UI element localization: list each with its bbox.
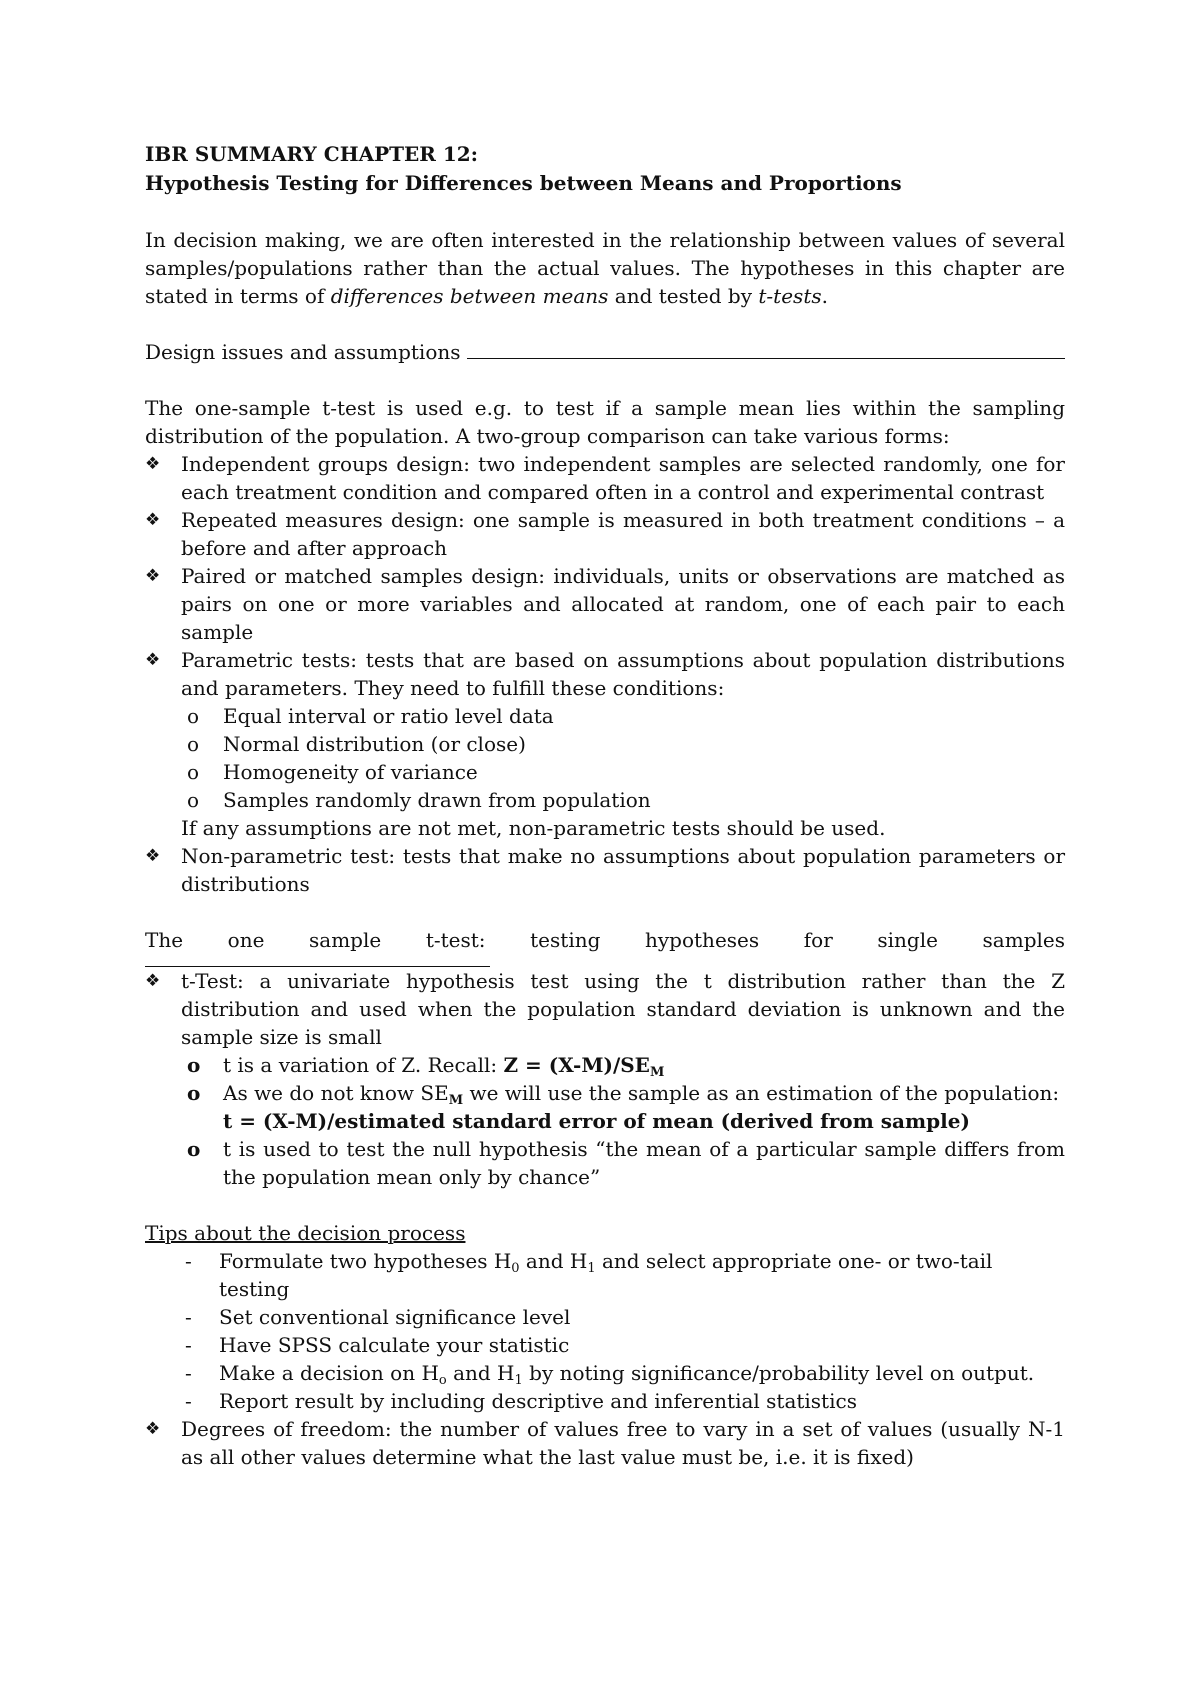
z-formula <box>503 1053 665 1080</box>
list-item <box>145 1387 1065 1415</box>
bullet-text: Paired or matched samples design: individuals, units or observations are matched as pairs on one or more variables and allocated at random, one of each pair to each sample <box>181 564 1065 644</box>
list-item <box>145 1331 1065 1359</box>
dash-bullet-icon: - <box>185 1389 192 1413</box>
diamond-bullet-icon: ❖ <box>145 971 161 991</box>
list-item <box>181 730 1065 758</box>
parametric-text: Parametric tests: tests that are based on assumptions about population distributions and parameters. They need to fulfill these conditions: <box>181 648 1065 700</box>
subscript: 1 <box>587 1261 596 1276</box>
diamond-bullet-icon: ❖ <box>145 650 161 670</box>
dash-bullet-icon: - <box>185 1361 192 1385</box>
sub1-text: t is a variation of Z. Recall: <box>223 1053 504 1077</box>
list-item <box>181 758 1065 786</box>
z-formula-subscript: M <box>649 1065 665 1080</box>
one-sample-heading: The one sample t-test: testing hypotheses for single samples <box>145 928 1065 952</box>
subscript: 1 <box>514 1373 523 1388</box>
tip-text: and H <box>519 1249 588 1273</box>
dash-bullet-icon: - <box>185 1333 192 1357</box>
condition-text: Homogeneity of variance <box>223 760 478 784</box>
dash-bullet-icon: - <box>185 1249 192 1273</box>
bold-circle-bullet-icon: o <box>187 1053 201 1077</box>
bullet-text: Independent groups design: two independent samples are selected randomly, one for each treatment condition and compared often in a control and experimental contrast <box>181 452 1065 504</box>
tip-text: by noting significance/probability level on output. <box>522 1361 1035 1385</box>
intro-text-b: and tested by <box>608 284 759 308</box>
diamond-bullet-icon: ❖ <box>145 454 161 474</box>
tip-text: Report result by including descriptive and inferential statistics <box>219 1389 857 1413</box>
design-heading-text: Design issues and assumptions <box>145 340 461 364</box>
list-item <box>181 1051 1065 1079</box>
list-item <box>181 1135 1065 1191</box>
list-item <box>181 1079 1065 1135</box>
circle-bullet-icon: o <box>187 788 200 812</box>
ttest-text: t-Test: a univariate hypothesis test using the t distribution rather than the Z distribution and used when the population standard deviation is unknown and the sample size is small <box>181 969 1065 1049</box>
circle-bullet-icon: o <box>187 704 200 728</box>
list-item <box>181 702 1065 730</box>
tip-text: Formulate two hypotheses H <box>219 1249 512 1273</box>
ttest-list <box>145 967 1065 1191</box>
list-item <box>145 646 1065 842</box>
diamond-bullet-icon: ❖ <box>145 510 161 530</box>
list-item <box>145 1359 1065 1387</box>
list-item <box>145 562 1065 646</box>
list-item <box>145 967 1065 1191</box>
t-formula: t = (X-M)/estimated standard error of mean (derived from sample) <box>223 1109 970 1133</box>
tips-heading: Tips about the decision process <box>145 1221 466 1245</box>
condition-text: Normal distribution (or close) <box>223 732 526 756</box>
list-item <box>181 786 1065 814</box>
design-heading <box>145 338 1065 366</box>
subscript: 0 <box>511 1261 520 1276</box>
dof-text: Degrees of freedom: the number of values free to vary in a set of values (usually N-1 as all other values determine what the last value must be, i.e. it is fixed) <box>181 1417 1065 1469</box>
tip-text: Have SPSS calculate your statistic <box>219 1333 570 1357</box>
intro-text-a: In decision making, we are often interested in the relationship between values of several samples/populations rather than the actual values. The hypotheses in this chapter are stated in terms of <box>145 228 1065 308</box>
design-forms-list <box>145 450 1065 646</box>
intro-emphasis-differences: differences between means <box>330 284 609 308</box>
nonparametric-text: Non-parametric test: tests that make no assumptions about population parameters or distributions <box>181 844 1065 896</box>
circle-bullet-icon: o <box>187 732 200 756</box>
dash-bullet-icon: - <box>185 1305 192 1329</box>
doc-title-line-2: Hypothesis Testing for Differences between Means and Proportions <box>145 171 902 195</box>
diamond-bullet-icon: ❖ <box>145 1419 161 1439</box>
intro-paragraph <box>145 226 1065 310</box>
design-paragraph: The one-sample t-test is used e.g. to test if a sample mean lies within the sampling distribution of the population. A two-group comparison can take various forms: <box>145 396 1065 448</box>
bold-circle-bullet-icon: o <box>187 1081 201 1105</box>
subscript: o <box>438 1373 447 1388</box>
z-formula-text: Z = (X-M)/SE <box>503 1053 650 1077</box>
list-item <box>145 450 1065 506</box>
bullet-text: Repeated measures design: one sample is measured in both treatment conditions – a before and after approach <box>181 508 1065 560</box>
tips-list <box>145 1247 1065 1415</box>
list-item <box>145 1415 1065 1471</box>
intro-text-c: . <box>821 284 828 308</box>
one-sample-heading-rule <box>145 954 490 967</box>
test-types-list <box>145 646 1065 898</box>
diamond-bullet-icon: ❖ <box>145 846 161 866</box>
list-item <box>145 842 1065 898</box>
list-item <box>145 506 1065 562</box>
sub2-text-a: As we do not know SE <box>223 1081 449 1105</box>
circle-bullet-icon: o <box>187 760 200 784</box>
condition-text: Equal interval or ratio level data <box>223 704 554 728</box>
tip-text: and H <box>446 1361 515 1385</box>
diamond-bullet-icon: ❖ <box>145 566 161 586</box>
tip-text: and select appropriate one- or two-tail testing <box>219 1249 993 1301</box>
sub2-text-b: we will use the sample as an estimation of the population: <box>463 1081 1060 1105</box>
parametric-note: If any assumptions are not met, non-parametric tests should be used. <box>181 816 886 840</box>
condition-text: Samples randomly drawn from population <box>223 788 651 812</box>
doc-title-line-1: IBR SUMMARY CHAPTER 12: <box>145 142 479 166</box>
intro-emphasis-ttests: t-tests <box>758 284 822 308</box>
ttest-sub-list <box>145 1051 1065 1191</box>
sub3-text: t is used to test the null hypothesis “the mean of a particular sample differs from the population mean only by chance” <box>223 1137 1065 1189</box>
list-item <box>145 1247 1065 1303</box>
tip-text: Set conventional significance level <box>219 1305 571 1329</box>
dof-list <box>145 1415 1065 1471</box>
document-content <box>145 140 1065 1471</box>
parametric-conditions-list <box>145 702 1065 814</box>
tip-text: Make a decision on H <box>219 1361 439 1385</box>
sub2-subscript: M <box>448 1093 464 1108</box>
bold-circle-bullet-icon: o <box>187 1137 201 1161</box>
design-heading-rule <box>467 340 1065 359</box>
list-item <box>145 1303 1065 1331</box>
